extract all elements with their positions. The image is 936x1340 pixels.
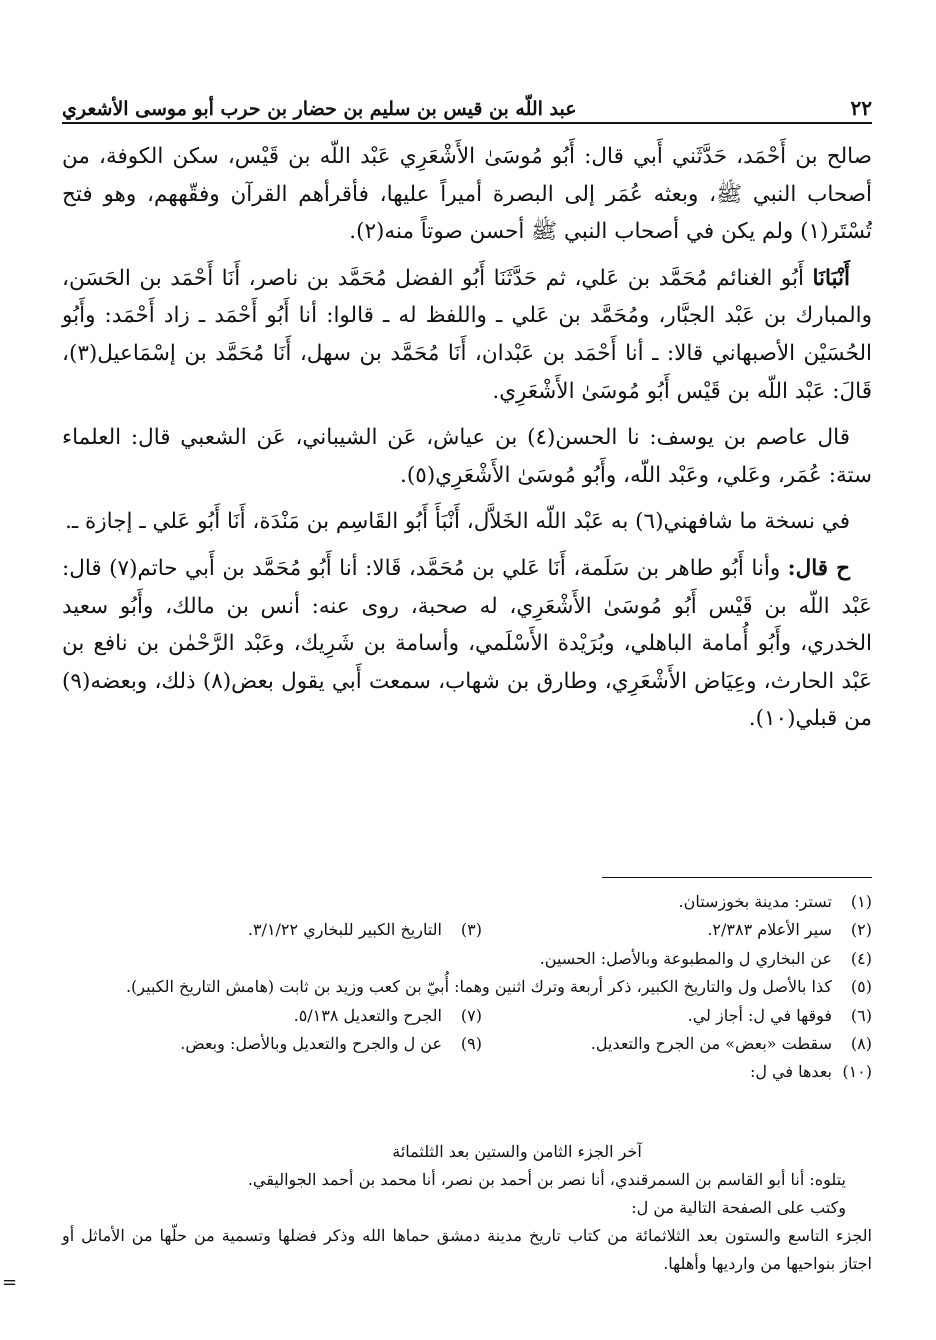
paragraph-2-lead: أَنْبَانَا xyxy=(812,265,850,291)
paragraph-5-text: وأنا أَبُو طاهر بن سَلَمة، أَنَا عَلي بن مُحَمَّد، قَالا: أنا أَبُو مُحَمَّد بن أَبي حاتم(٧) قال: عَبْد اللّه بن قَيْس أَبُو مُوسَىٰ الأَشْعَرِي، له صحبة، روى عنه: أنس بن مالك، وأَبُو سعيد الخدري، وأَبُو أُمامة الباهلي، وبُرَيْدة الأَسْلَمي، وأسامة بن شَرِيك، وعَبْد الرَّحْمٰن بن نافع بن عَبْد الحارث، وعِيَاض الأَشْعَرِي، وطارق بن شهاب، سمعت أَبي يقول بعض(٨) ذلك، وبعضه(٩) من قبلي(١٠). xyxy=(62,555,873,732)
footnote-divider xyxy=(602,877,872,878)
book-page xyxy=(62,0,872,1340)
footnote-text: بعدها في ل: xyxy=(749,1062,832,1082)
footnote-number: (١) xyxy=(850,892,872,911)
colophon-line-3: الجزء التاسع والستون بعد الثلاثمائة من كتاب تاريخ مدينة دمشق حماها الله وذكر فضلها وتسمية من حلّها من الأماثل أو اجتاز بنواحيها من وارديها وأهلها. xyxy=(62,1226,873,1273)
paragraph-5 xyxy=(62,550,872,738)
margin-mark: = xyxy=(2,1272,18,1293)
colophon-line-2: وكتب على الصفحة التالية من ل: xyxy=(631,1198,846,1217)
header-title: عبد اللّه بن قيس بن سليم بن حضار بن حرب أبو موسى الأشعري xyxy=(62,98,577,120)
footnote-3 xyxy=(92,916,482,944)
colophon-title: آخر الجزء الثامن والستين بعد الثلثمائة xyxy=(392,1142,642,1161)
footnote-6 xyxy=(482,1002,872,1030)
manuscript-colophon xyxy=(62,1138,872,1278)
colophon-line-1: يتلوه: أنا أبو القاسم بن السمرقندي، أنا نصر بن أحمد بن نصر، أنا محمد بن أحمد الجواليقي. xyxy=(247,1170,846,1189)
footnote-row-8-9 xyxy=(62,1030,872,1058)
paragraph-2 xyxy=(62,260,872,410)
footnote-number: (١٠) xyxy=(842,1062,872,1082)
footnote-text: التاريخ الكبير للبخاري ٣/١/٢٢. xyxy=(247,920,442,940)
paragraph-1: صالح بن أَحْمَد، حَدَّثَني أَبي قال: أَبُو مُوسَىٰ الأَشْعَرِي عَبْد اللّه بن قَيْس، سكن الكوفة، من أصحاب النبي ﷺ، وبعثه عُمَر إلى البصرة أميراً عليها، فأقرأهم القرآن وفقّههم، وهو فتح تُسْتَر(١) ولم يكن في أصحاب النبي ﷺ أحسن صوتاً منه(٢). xyxy=(62,144,872,245)
footnote-text: سقطت «بعض» من الجرح والتعديل. xyxy=(590,1034,832,1054)
footnote-10 xyxy=(62,1058,872,1086)
footnote-row-6-7 xyxy=(62,1002,872,1030)
footnote-text: عن البخاري ل والمطبوعة وبالأصل: الحسين. xyxy=(539,948,832,968)
page-number: ٢٢ xyxy=(850,96,872,120)
footnote-number: (٥) xyxy=(850,977,872,997)
paragraph-5-lead: ح قال: xyxy=(787,555,851,581)
footnote-number: (٧) xyxy=(460,1005,482,1025)
footnote-number: (٢) xyxy=(850,920,872,940)
footnote-5 xyxy=(62,973,872,1001)
paragraph-2-text: أَبُو الغنائم مُحَمَّد بن عَلي، ثم حَدَّثَنَا أَبُو الفضل مُحَمَّد بن ناصر، أَنَا أَحْمَد بن الحَسَن، والمبارك بن عَبْد الجبَّار، ومُحَمَّد بن عَلي ـ واللفظ له ـ قالوا: أنا أَبُو أَحْمَد ـ زاد أَحْمَد: وأَبُو الحُسَيْن الأصبهاني قالا: ـ أنا أَحْمَد بن عَبْدان، أَنَا مُحَمَّد بن سهل، أَنَا مُحَمَّد بن إسْمَاعيل(٣)، قَالَ: عَبْد اللّه بن قَيْس أَبُو مُوسَىٰ الأَشْعَرِي. xyxy=(62,265,872,404)
footnote-text: تستر: مدينة بخوزستان. xyxy=(678,892,832,911)
footnote-text: الجرح والتعديل ٥/١٣٨. xyxy=(293,1005,442,1025)
footnote-row-2-3 xyxy=(62,916,872,944)
footnote-text: فوقها في ل: أجاز لي. xyxy=(687,1005,832,1025)
footnote-9 xyxy=(92,1030,482,1058)
main-text xyxy=(62,138,872,747)
running-header xyxy=(62,86,872,120)
footnote-text: كذا بالأصل ول والتاريخ الكبير، ذكر أربعة وترك اثنين وهما: أُبيّ بن كعب وزيد بن ثابت (هامش التاريخ الكبير). xyxy=(125,977,832,997)
header-divider xyxy=(62,122,872,124)
footnote-4 xyxy=(62,945,872,973)
footnote-number: (٤) xyxy=(850,948,872,968)
footnote-2 xyxy=(482,916,872,944)
paragraph-3: قال عاصم بن يوسف: نا الحسن(٤) بن عياش، عَن الشيباني، عَن الشعبي قال: العلماء ستة: عُمَر، وعَلي، وعَبْد اللّه، وأَبُو مُوسَىٰ الأَشْعَرِي(٥). xyxy=(62,425,872,488)
paragraph-4: في نسخة ما شافهني(٦) به عَبْد اللّه الخَلاَّل، أَنْبَأَ أَبُو القَاسِم بن مَنْدَة، أَنَا أَبُو عَلي ـ إجازة ـ. xyxy=(65,509,850,535)
footnotes xyxy=(62,888,872,1087)
footnote-number: (٩) xyxy=(460,1034,482,1054)
footnote-text: سير الأعلام ٢/٣٨٣. xyxy=(707,920,832,940)
footnote-8 xyxy=(482,1030,872,1058)
footnote-1 xyxy=(62,888,872,916)
footnote-number: (٨) xyxy=(850,1034,872,1054)
footnote-number: (٦) xyxy=(850,1005,872,1025)
footnote-number: (٣) xyxy=(460,920,482,940)
footnote-text: عن ل والجرح والتعديل وبالأصل: وبعض. xyxy=(180,1034,442,1054)
footnote-7 xyxy=(92,1002,482,1030)
